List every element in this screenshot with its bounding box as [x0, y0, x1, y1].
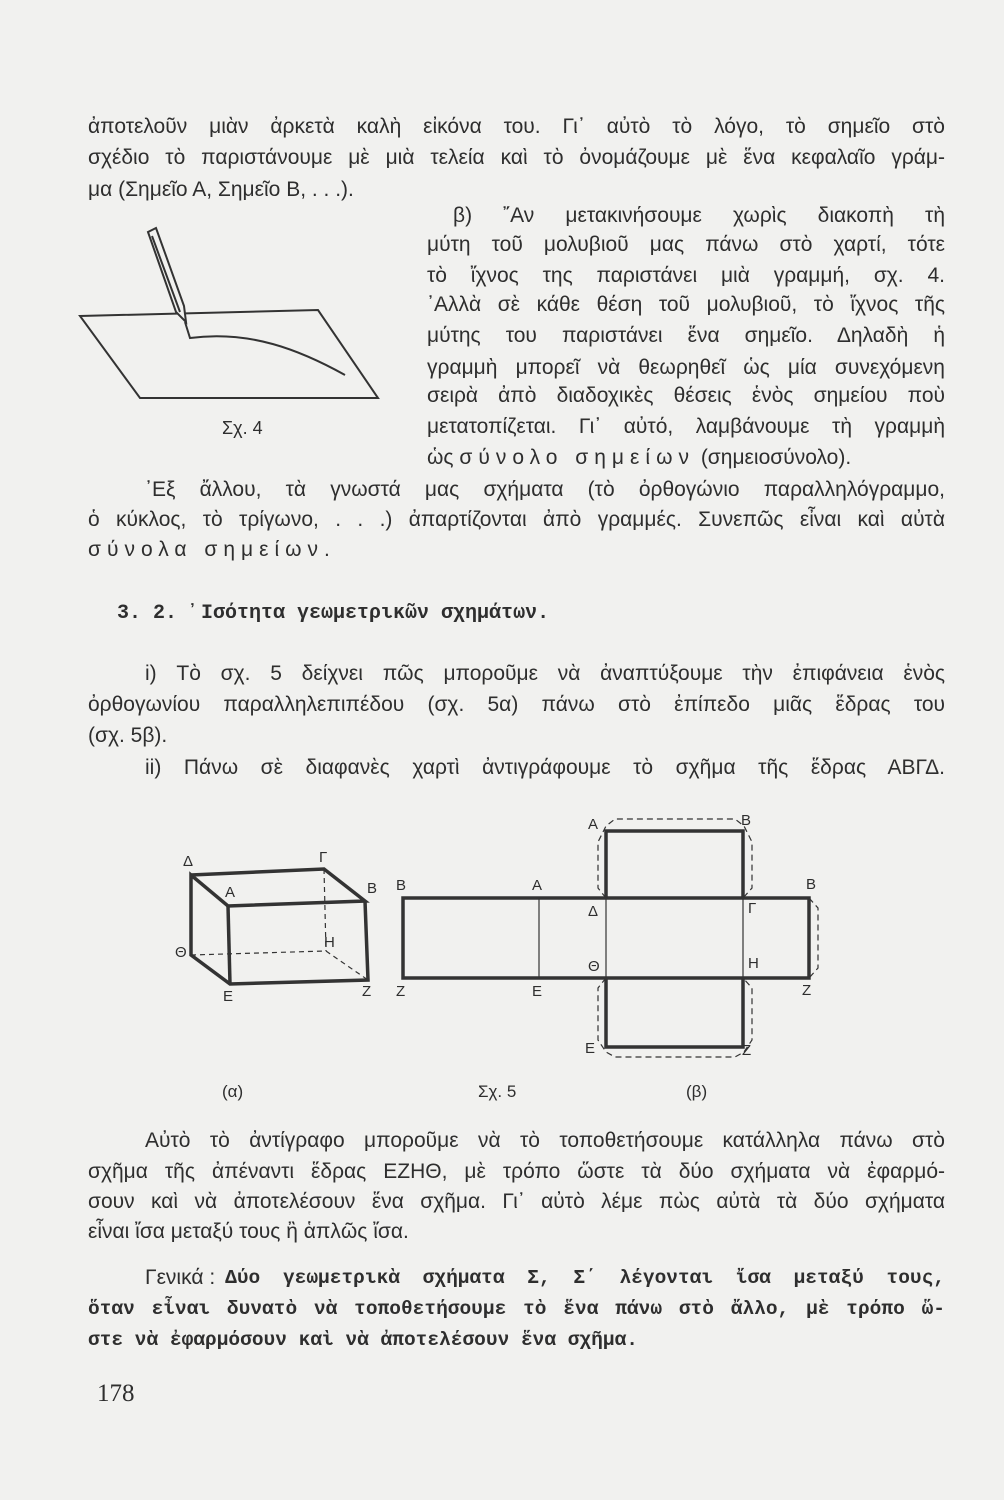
cube-label: Γ	[319, 849, 328, 866]
cube-label: Ε	[223, 988, 234, 1005]
item-i-line: (σχ. 5β).	[88, 724, 168, 747]
net-label: Ζ	[742, 1042, 752, 1059]
beta-line: β) ῎Αν μετακινήσουμε χωρὶς διακοπὴ τὴ	[453, 204, 945, 227]
page-number: 178	[97, 1380, 135, 1407]
pencil-icon	[148, 228, 186, 322]
net-label: Α	[588, 816, 599, 833]
paper-sheet	[80, 310, 378, 398]
net-label: Δ	[588, 903, 599, 920]
net-label: Β	[741, 812, 752, 829]
beta-prefix: ὡς	[427, 446, 454, 469]
beta-line: μύτης του παριστάνει ἕνα σημεῖο. Δηλαδὴ ἡ	[427, 324, 945, 347]
item-i-line: ὀρθογωνίου παραλληλεπιπέδου (σχ. 5α) πάνω στὸ ἐπίπεδο μιᾶς ἕδρας του	[88, 693, 945, 716]
item-ii-line: ii) Πάνω σὲ διαφανὲς χαρτὶ ἀντιγράφουμε τὸ σχῆμα τῆς ἕδρας ΑΒΓΔ.	[145, 756, 945, 779]
fig4-caption: Σχ. 4	[222, 418, 263, 438]
net-label: Ζ	[396, 983, 406, 1000]
net-label: Ε	[585, 1040, 596, 1057]
fig5a-cube	[191, 869, 368, 984]
net-label: Β	[806, 876, 817, 893]
definition-lead: Γενικά :	[145, 1266, 216, 1289]
net-label: Ε	[532, 983, 543, 1000]
cube-label: Θ	[175, 944, 187, 961]
copy-line: σουν καὶ νὰ ἀποτελέσουν ἕνα σχῆμα. Γι᾽ αὐτὸ λέμε πὼς αὐτὰ τὰ δύο σχήματα	[88, 1190, 945, 1213]
spaced-term: σύνολο σημείων	[459, 446, 695, 469]
beta-line: σειρὰ ἀπὸ διαδοχικὲς θέσεις ἑνὸς σημείου ποὺ	[427, 384, 945, 407]
net-label: Θ	[588, 958, 600, 975]
copy-line: εἶναι ἴσα μεταξύ τους ἢ ἁπλῶς ἴσα.	[88, 1220, 409, 1243]
beta-line: μετατοπίζεται. Γι᾽ αὐτό, λαμβάνουμε τὴ γραμμὴ	[427, 415, 945, 438]
copy-line: Αὐτὸ τὸ ἀντίγραφο μποροῦμε νὰ τὸ τοποθετήσουμε κατάλληλα πάνω στὸ	[145, 1129, 945, 1152]
fig4-pencil-drawing	[80, 228, 378, 398]
spaced-term: σύνολα σημείων.	[88, 538, 336, 561]
item-i-line: i) Τὸ σχ. 5 δείχνει πῶς μποροῦμε νὰ ἀναπτύξουμε τὴν ἐπιφάνεια ἑνὸς	[145, 662, 945, 685]
beta-line: μύτη τοῦ μολυβιοῦ μας πάνω στὸ χαρτί, τότε	[427, 233, 945, 256]
beta-line: ᾽Αλλὰ σὲ κάθε θέση τοῦ μολυβιοῦ, τὸ ἴχνος τῆς	[427, 293, 945, 316]
net-label: Β	[396, 877, 407, 894]
fig5b-caption: (β)	[686, 1082, 708, 1101]
fig5a-caption: (α)	[222, 1082, 244, 1101]
definition-text: Δύο γεωμετρικὰ σχήματα Σ, Σ΄ λέγονται ἴσα μεταξύ τους,	[225, 1267, 945, 1289]
cube-label: Η	[324, 934, 335, 951]
fig5-caption: Σχ. 5	[478, 1082, 517, 1101]
net-label: Γ	[748, 900, 757, 917]
cube-label: Δ	[183, 853, 194, 870]
beta-suffix: (σημειοσύνολο).	[700, 446, 852, 469]
beta-line: τὸ ἴχνος της παριστάνει μιὰ γραμμή, σχ. 4.	[427, 264, 945, 287]
intro-line: σχέδιο τὸ παριστάνουμε μὲ μιὰ τελεία καὶ τὸ ὀνομάζουμε μὲ ἕνα κεφαλαῖο γράμ-	[88, 146, 945, 169]
copy-line: σχῆμα τῆς ἀπέναντι ἕδρας ΕΖΗΘ, μὲ τρόπο ὥστε τὰ δύο σχήματα νὰ ἐφαρμό-	[88, 1160, 945, 1183]
definition-text: ὅταν εἶναι δυνατὸ νὰ τοποθετήσουμε τὸ ἕνα πάνω στὸ ἄλλο, μὲ τρόπο ὥ-	[88, 1298, 945, 1320]
intro-line: μα (Σημεῖο Α, Σημεῖο Β, . . .).	[88, 178, 354, 201]
cube-label: Β	[367, 880, 378, 897]
beta-line: γραμμὴ μπορεῖ νὰ θεωρηθεῖ ὡς μία συνεχόμενη	[427, 356, 945, 379]
cube-label: Α	[225, 884, 236, 901]
section-heading: 3. 2. ᾽Ισότητα γεωμετρικῶν σχημάτων.	[117, 602, 550, 625]
fig5b-net	[403, 819, 818, 1057]
definition-text: στε νὰ ἐφαρμόσουν καὶ νὰ ἀποτελέσουν ἕνα σχῆμα.	[88, 1329, 638, 1351]
pencil-trace	[185, 322, 345, 375]
net-label: Α	[532, 877, 543, 894]
shapes-line: ᾽Εξ ἄλλου, τὰ γνωστά μας σχήματα (τὸ ὀρθογώνιο παραλληλόγραμμο,	[145, 478, 945, 501]
intro-line: ἀποτελοῦν μιὰν ἀρκετὰ καλὴ εἰκόνα του. Γι᾽ αὐτὸ τὸ λόγο, τὸ σημεῖο στὸ	[88, 115, 945, 138]
net-label: Η	[748, 955, 759, 972]
cube-label: Ζ	[362, 983, 372, 1000]
shapes-line: ὁ κύκλος, τὸ τρίγωνο, . . .) ἀπαρτίζονται ἀπὸ γραμμές. Συνεπῶς εἶναι καὶ αὐτὰ	[88, 508, 945, 531]
definition-line	[145, 1264, 945, 1292]
net-label: Ζ	[802, 982, 812, 999]
